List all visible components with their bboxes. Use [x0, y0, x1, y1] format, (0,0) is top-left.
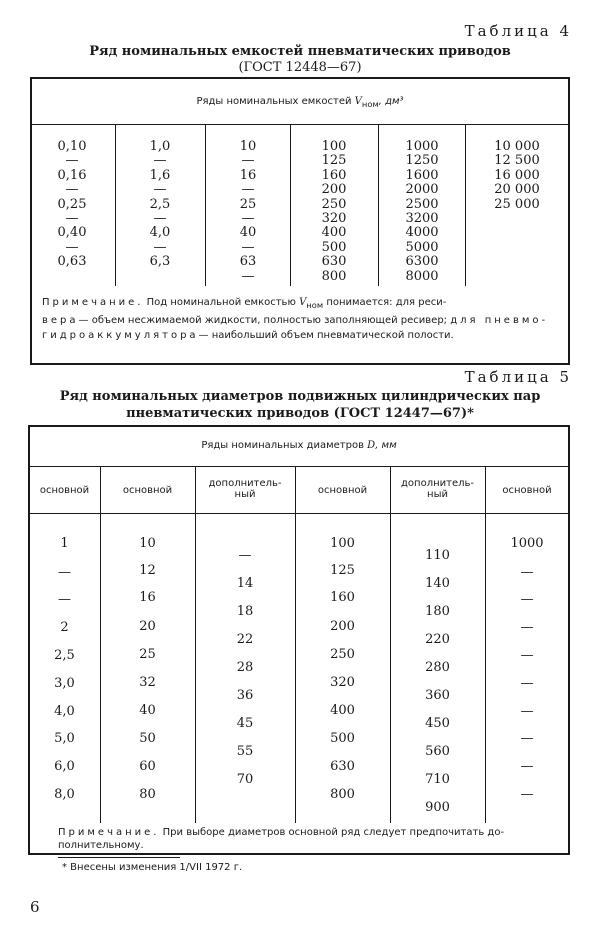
table5-cell: 360: [425, 688, 450, 703]
table5-label: Таблица 5: [464, 368, 572, 386]
table4-cell: 25: [239, 196, 257, 212]
table4-cell: 1000: [405, 139, 439, 154]
table4-header: [30, 96, 570, 109]
table5-cell: 250: [330, 647, 355, 662]
table5-cell: 280: [425, 660, 450, 675]
table4-cell: —: [153, 210, 167, 226]
table4-cell: 8000: [405, 268, 439, 284]
table5-cell: 3,0: [54, 676, 75, 691]
table5-cell: —: [58, 592, 71, 607]
table4-cell: —: [241, 268, 255, 284]
table4-cell: 16 000: [494, 167, 540, 183]
table5-cell: —: [520, 759, 534, 774]
table4-cell: 16: [239, 167, 257, 183]
table4-cell: —: [65, 239, 79, 255]
table4-col-divider: [378, 125, 379, 286]
table5-cell: 36: [236, 688, 254, 703]
table5-col-header-line: дополнитель-: [401, 478, 474, 489]
table5-col-header: основной: [502, 485, 552, 496]
table5-cell: —: [520, 592, 534, 607]
table5-title-line1: Ряд номинальных диаметров подвижных цилиндрических пар: [59, 389, 541, 404]
table4-cell: 0,10: [57, 139, 87, 154]
table4-cell: 500: [321, 239, 347, 255]
table5-header-symbol: D: [367, 440, 376, 451]
table5-cell: —: [238, 548, 252, 563]
table5-cell: 450: [425, 716, 450, 731]
table5-cell: 320: [330, 675, 355, 690]
table5-cell: 160: [330, 590, 355, 605]
table4-cell: 1600: [405, 167, 439, 183]
table5-cell: —: [520, 676, 534, 691]
table4-cell: 63: [239, 254, 257, 270]
table5-header-rule: [29, 466, 569, 467]
table4-col-divider: [115, 125, 116, 286]
table5-cell: —: [520, 787, 534, 802]
table4-cell: 10 000: [494, 139, 540, 154]
footnote-rule: [58, 857, 180, 858]
table5-cell: 40: [139, 703, 156, 718]
table4-cell: 1,6: [149, 167, 171, 183]
table4-cell: 40: [239, 225, 257, 241]
table4-cell: —: [153, 239, 167, 255]
table5-col-header-line: ный: [234, 489, 256, 500]
table4-column: [32, 140, 112, 270]
table4-cell: —: [241, 239, 255, 255]
table5-cell: 500: [330, 731, 355, 746]
table5-header-unit: , мм: [375, 440, 397, 451]
table4-cell: 12 500: [494, 153, 540, 169]
table4-note: [42, 295, 562, 343]
table4-cell: —: [241, 210, 255, 226]
table4-col-divider: [465, 125, 466, 286]
table5-cell: 10: [139, 536, 156, 551]
table4-col-divider: [205, 125, 206, 286]
table5-header-rule: [29, 513, 569, 514]
table5-cell: —: [520, 648, 534, 663]
table5-col-header: основной: [317, 485, 368, 496]
table5-cell: —: [520, 565, 534, 580]
table4-cell: —: [153, 153, 167, 169]
table4-header-sub: ном: [361, 99, 379, 109]
table5-cell: 12: [139, 563, 156, 578]
table5-cell: 180: [425, 604, 450, 619]
table5-cell: 6,0: [54, 759, 75, 774]
table5-cell: 125: [330, 563, 355, 578]
table5-cell: 22: [236, 632, 254, 647]
table4-cell: 320: [321, 210, 347, 226]
table4-cell: 250: [321, 196, 347, 212]
table5-title: [0, 388, 600, 422]
table5-cell: 400: [330, 703, 355, 718]
table5-col-header-line: дополнитель-: [208, 478, 282, 489]
table4-cell: 800: [321, 268, 347, 284]
table4-cell: 2000: [405, 182, 439, 198]
table4-cell: 0,63: [57, 254, 87, 270]
table4-note-text: Под номинальной емкостью: [146, 297, 296, 308]
table5-cell: 560: [425, 744, 450, 759]
table4-note-symbol: V: [299, 297, 307, 308]
table4-cell: 2,5: [149, 196, 171, 212]
table5-cell: —: [520, 704, 534, 719]
table5-cell: 25: [139, 647, 156, 662]
table4-cell: 20 000: [494, 182, 540, 198]
footnote: * Внесены изменения 1/VII 1972 г.: [62, 862, 243, 873]
table4-cell: 4000: [405, 225, 439, 241]
table5-cell: 630: [330, 759, 355, 774]
table4-column: [118, 140, 202, 270]
table5-cell: 1000: [510, 536, 544, 551]
table4-cell: 5000: [405, 239, 439, 255]
table4-cell: 6300: [405, 254, 439, 270]
table4-title-line2: (ГОСТ 12448—67): [238, 60, 362, 75]
table5-cell: 110: [425, 548, 450, 563]
table4-cell: 630: [321, 254, 347, 270]
table5-cell: 18: [236, 604, 254, 619]
table4-note-sub: ном: [306, 300, 324, 310]
table4-cell: —: [65, 182, 79, 198]
table5-cell: 50: [139, 731, 156, 746]
table4-note-text: — объем несжимаемой жидкости, полностью заполняющей ресивер;: [78, 315, 448, 326]
table5-cell: 70: [236, 772, 254, 787]
table4-column: [467, 140, 567, 212]
table4-note-term: гидроаккумулятора: [42, 330, 199, 341]
table5-cell: 220: [425, 632, 450, 647]
table4-cell: 6,3: [149, 254, 171, 270]
table4-header-unit: , дм³: [378, 96, 404, 107]
table5-col-header-line: ный: [427, 489, 448, 500]
table4-note-label: Примечание.: [42, 297, 144, 308]
table4-column: [382, 140, 462, 284]
table5-cell: 4,0: [54, 704, 75, 719]
table4-title-line1: Ряд номинальных емкостей пневматических приводов: [89, 44, 511, 59]
table5-cell: 200: [330, 619, 355, 634]
table5-header: [28, 440, 570, 451]
table4-col-divider: [290, 125, 291, 286]
table5-col-header: [390, 478, 485, 500]
table5-cell: —: [58, 565, 71, 580]
table4-column: [294, 140, 374, 284]
table5-cell: 28: [236, 660, 254, 675]
table4-cell: 125: [321, 153, 347, 169]
table5-note-text: полнительному.: [58, 840, 144, 851]
page-number: 6: [30, 898, 40, 916]
table5-title-line2: пневматических приводов (ГОСТ 12447—67)*: [126, 406, 474, 421]
table5-cell: 2,5: [54, 648, 75, 663]
table5-cell: 5,0: [54, 731, 75, 746]
table5-col-header: основной: [122, 485, 173, 496]
table5-cell: 80: [139, 787, 156, 802]
table4-cell: —: [65, 153, 79, 169]
table4-cell: —: [241, 153, 255, 169]
table4-cell: 4,0: [149, 225, 171, 241]
table4-header-rule: [31, 124, 569, 125]
table4-header-symbol: V: [354, 96, 362, 107]
table5-cell: 140: [425, 576, 450, 591]
table4-cell: 100: [321, 139, 347, 154]
table4-cell: 10: [239, 139, 257, 154]
table5-cell: 16: [139, 590, 156, 605]
table4-cell: 0,16: [57, 167, 87, 183]
table5-cell: 100: [330, 536, 355, 551]
table4-cell: 200: [321, 182, 347, 198]
table5-cell: 14: [236, 576, 254, 591]
table5-cell: 8,0: [54, 787, 75, 802]
table4-cell: 400: [321, 225, 347, 241]
table5-header-text: Ряды номинальных диаметров: [201, 440, 364, 451]
table4-cell: 0,25: [57, 196, 87, 212]
table4-cell: 160: [321, 167, 347, 183]
table5-col-header: [195, 478, 295, 500]
table4-label: Таблица 4: [464, 22, 572, 40]
table4-note-text: — наибольший объем пневматической полости.: [198, 330, 454, 341]
table4-header-text: Ряды номинальных емкостей: [196, 96, 352, 107]
table5-col-header: основной: [39, 485, 90, 496]
table5-cell: 900: [425, 800, 450, 815]
table5-cell: 2: [60, 620, 69, 635]
table4-cell: 25 000: [494, 196, 540, 212]
table5-cell: 55: [236, 744, 254, 759]
table5-note-text: При выборе диаметров основной ряд следует предпочитать до-: [162, 827, 505, 838]
table4-cell: 1250: [405, 153, 439, 169]
table4-cell: —: [65, 210, 79, 226]
table4-note-term: вера: [42, 315, 79, 326]
table5-note: [58, 826, 566, 852]
table4-cell: —: [241, 182, 255, 198]
table5-cell: 32: [139, 675, 156, 690]
table5-cell: —: [520, 731, 534, 746]
table4-column: [208, 140, 288, 284]
table4-title: [0, 44, 600, 75]
table5-cell: 45: [236, 716, 254, 731]
table4-cell: —: [153, 182, 167, 198]
table4-cell: 3200: [405, 210, 439, 226]
table4-cell: 2500: [405, 196, 439, 212]
table4-cell: 1,0: [149, 139, 171, 154]
table5-cell: 60: [139, 759, 156, 774]
table4-note-term: для пневмо-: [450, 315, 549, 326]
table5-cell: 710: [425, 772, 450, 787]
table5-note-label: Примечание.: [58, 827, 160, 838]
table5-cell: —: [520, 620, 534, 635]
table5-cell: 800: [330, 787, 355, 802]
table4-cell: 0,40: [57, 225, 87, 241]
table5-cell: 1: [60, 536, 69, 551]
table5-cell: 20: [139, 619, 156, 634]
table4-note-text: понимается: для реси-: [326, 297, 447, 308]
